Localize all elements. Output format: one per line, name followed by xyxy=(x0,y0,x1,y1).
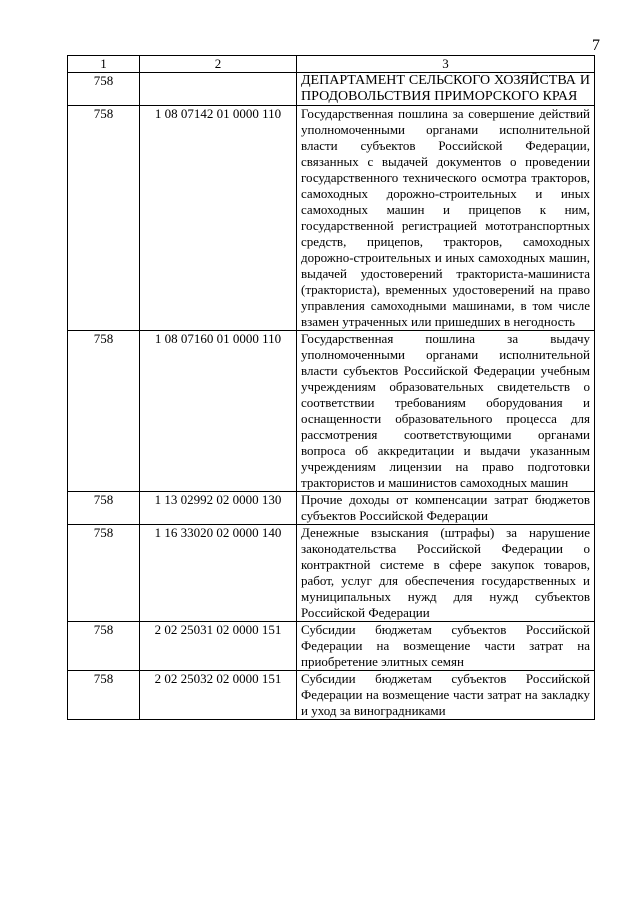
description-cell: Государственная пошлина за выдачу уполномоченными органами исполнительной власти субъектов Российской Федерации учебным учреждениям образовательных свидетельств о соответствии требованиям оборудования и оснащенности образовательного процесса для рассмотрения соответствующими органами вопроса об аккредитации и выдачи указанным учреждениям лицензии на право подготовки трактористов и машинистов самоходных машин xyxy=(297,331,595,492)
revenue-codes-table xyxy=(67,55,595,720)
admin-code-cell: 758 xyxy=(68,525,140,622)
description-cell: ДЕПАРТАМЕНТ СЕЛЬСКОГО ХОЗЯЙСТВА И ПРОДОВОЛЬСТВИЯ ПРИМОРСКОГО КРАЯ xyxy=(297,73,595,106)
page-number: 7 xyxy=(592,37,600,54)
table-row xyxy=(68,73,595,106)
table-row xyxy=(68,106,595,331)
budget-code-cell: 2 02 25031 02 0000 151 xyxy=(140,622,297,671)
description-cell: Субсидии бюджетам субъектов Российской Федерации на возмещение части затрат на закладку и уход за виноградниками xyxy=(297,671,595,720)
table-header-row xyxy=(68,56,595,73)
admin-code-cell: 758 xyxy=(68,622,140,671)
budget-code-cell: 2 02 25032 02 0000 151 xyxy=(140,671,297,720)
admin-code-cell: 758 xyxy=(68,492,140,525)
table-row xyxy=(68,492,595,525)
admin-code-cell: 758 xyxy=(68,671,140,720)
budget-code-cell: 1 13 02992 02 0000 130 xyxy=(140,492,297,525)
description-cell: Государственная пошлина за совершение действий уполномоченными органами исполнительной власти субъектов Российской Федерации, связанных с выдачей документов о проведении государственного технического осмотра тракторов, самоходных дорожно-строительных и иных самоходных машин и прицепов к ним, государственной регистрацией мототранспортных средств, прицепов, тракторов, самоходных дорожно-строительных и иных самоходных машин, выдачей удостоверений тракториста-машиниста (тракториста), временных удостоверений на право управления самоходными машинами, в том числе взамен утраченных или пришедших в негодность xyxy=(297,106,595,331)
budget-code-cell xyxy=(140,73,297,106)
budget-code-cell: 1 08 07160 01 0000 110 xyxy=(140,331,297,492)
admin-code-cell: 758 xyxy=(68,106,140,331)
table-row xyxy=(68,622,595,671)
description-cell: Прочие доходы от компенсации затрат бюджетов субъектов Российской Федерации xyxy=(297,492,595,525)
table-row xyxy=(68,671,595,720)
admin-code-cell: 758 xyxy=(68,331,140,492)
budget-code-cell: 1 16 33020 02 0000 140 xyxy=(140,525,297,622)
header-col-3: 3 xyxy=(297,56,595,73)
table-row xyxy=(68,331,595,492)
admin-code-cell: 758 xyxy=(68,73,140,106)
table-row xyxy=(68,525,595,622)
header-col-2: 2 xyxy=(140,56,297,73)
header-col-1: 1 xyxy=(68,56,140,73)
description-cell: Денежные взыскания (штрафы) за нарушение законодательства Российской Федерации о контрактной системе в сфере закупок товаров, работ, услуг для обеспечения государственных и муниципальных нужд для нужд субъектов Российской Федерации xyxy=(297,525,595,622)
budget-code-cell: 1 08 07142 01 0000 110 xyxy=(140,106,297,331)
description-cell: Субсидии бюджетам субъектов Российской Федерации на возмещение части затрат на приобретение элитных семян xyxy=(297,622,595,671)
